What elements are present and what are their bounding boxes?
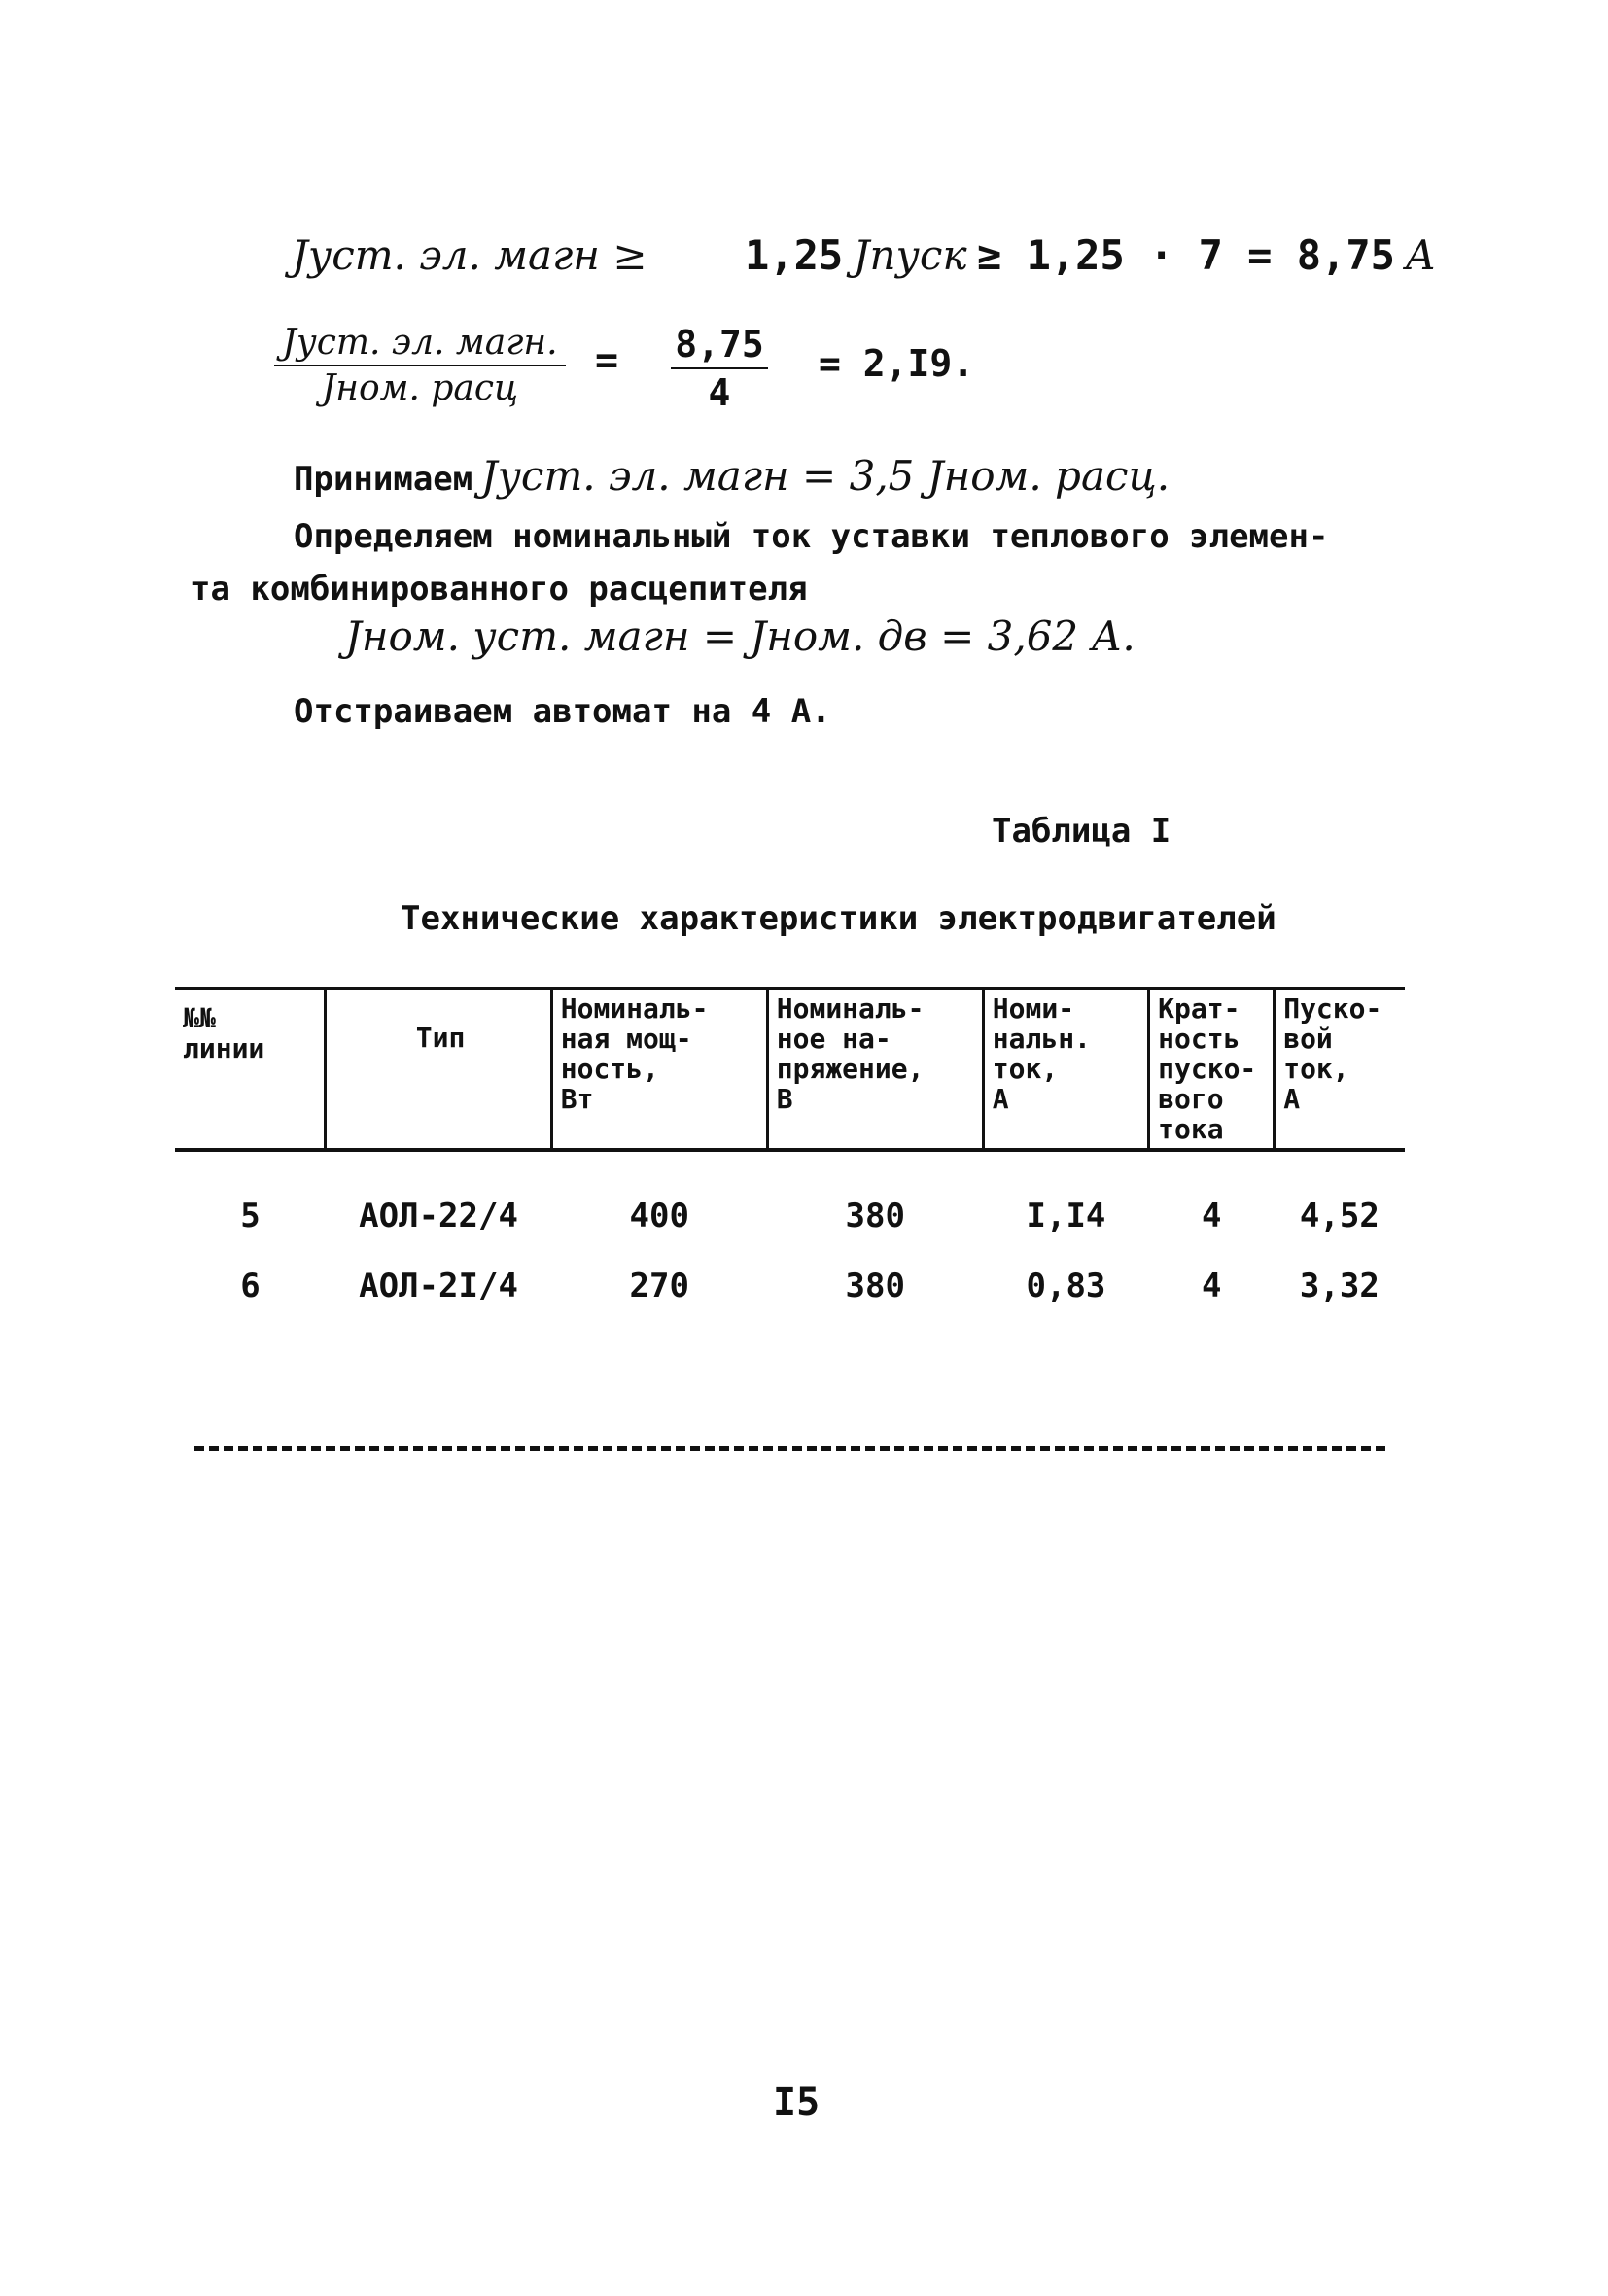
- cell-start-ratio: 4: [1201, 1197, 1222, 1235]
- fraction-result: = 2,I9.: [819, 342, 975, 385]
- cell-current: I,I4: [1026, 1197, 1106, 1235]
- fraction-current-ratio: [274, 323, 566, 408]
- fraction-denominator: Jном. расц: [321, 368, 519, 408]
- define-line-1: Определяем номинальный ток уставки теплового элемен-: [294, 517, 1329, 556]
- formula-1-lhs: Jуст. эл. магн ≥: [292, 231, 647, 279]
- cell-current: 0,83: [1026, 1267, 1106, 1305]
- fraction-numerator: Jуст. эл. магн.: [274, 323, 566, 366]
- formula-1-symbol: Jпуск: [853, 231, 967, 279]
- header-line-number: №№ линии: [183, 1002, 265, 1064]
- fraction-value-numerator: 8,75: [671, 323, 768, 369]
- formula-line-1: [292, 231, 1436, 280]
- page-number: I5: [773, 2080, 821, 2125]
- accept-prefix: Принимаем: [294, 460, 473, 499]
- table-row: [175, 1251, 1405, 1321]
- cell-power: 270: [629, 1267, 689, 1305]
- formula-1-unit: А: [1405, 231, 1437, 279]
- tune-paragraph: Отстраиваем автомат на 4 А.: [294, 692, 831, 731]
- cell-line-number: 5: [240, 1197, 261, 1235]
- motor-characteristics-table: [175, 987, 1405, 1321]
- table-header-row: [175, 989, 1405, 1151]
- header-start-ratio: Крат- ность пуско- вого тока: [1149, 989, 1275, 1151]
- cell-start-current: 3,32: [1299, 1267, 1380, 1305]
- formula-1-rhs: ≥ 1,25 · 7 = 8,75: [977, 231, 1395, 279]
- accept-paragraph: [294, 452, 1170, 500]
- cell-start-ratio: 4: [1201, 1267, 1222, 1305]
- fraction-values: [671, 323, 768, 414]
- cell-type: АОЛ-2I/4: [359, 1267, 518, 1305]
- cell-power: 400: [629, 1197, 689, 1235]
- table-label: Таблица I: [992, 812, 1171, 851]
- table-row: [175, 1150, 1405, 1251]
- header-voltage: Номиналь- ное на- пряжение, В: [767, 989, 983, 1151]
- cell-voltage: 380: [845, 1267, 905, 1305]
- cell-type: АОЛ-22/4: [359, 1197, 518, 1235]
- nominal-formula: Jном. уст. магн = Jном. дв = 3,62 А.: [345, 612, 1136, 660]
- fraction-equals: =: [595, 338, 619, 383]
- accept-formula: Jуст. эл. магн = 3,5 Jном. расц.: [480, 452, 1171, 500]
- dashed-separator: [194, 1446, 1385, 1451]
- define-line-2: та комбинированного расцепителя: [191, 570, 808, 609]
- cell-start-current: 4,52: [1299, 1197, 1380, 1235]
- formula-1-coef: 1,25: [745, 231, 844, 279]
- header-start-current: Пуско- вой ток, А: [1275, 989, 1405, 1151]
- cell-voltage: 380: [845, 1197, 905, 1235]
- table-title: Технические характеристики электродвигателей: [401, 899, 1276, 938]
- fraction-value-denominator: 4: [708, 371, 731, 414]
- header-type: Тип: [326, 989, 551, 1151]
- header-current: Номи- нальн. ток, А: [983, 989, 1148, 1151]
- header-power: Номиналь- ная мощ- ность, Вт: [551, 989, 767, 1151]
- cell-line-number: 6: [240, 1267, 261, 1305]
